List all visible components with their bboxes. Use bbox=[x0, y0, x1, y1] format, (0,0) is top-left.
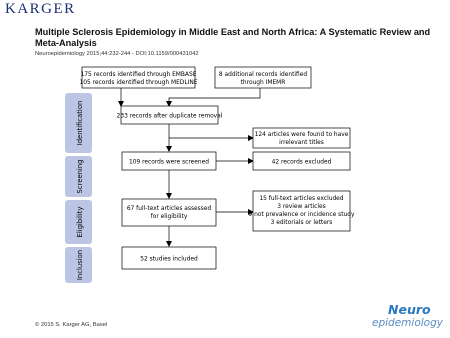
box-included-line-1: 52 studies included bbox=[140, 256, 198, 263]
brand-neuro: Neuro bbox=[388, 302, 431, 317]
box-screened bbox=[122, 152, 216, 170]
slide-title: Multiple Sclerosis Epidemiology in Middle East and North Africa: A Systematic Review and Meta-Analysis bbox=[35, 27, 431, 48]
box-excluded-fulltext-line-4: 3 editorials or letters bbox=[270, 220, 333, 226]
box-embase-line-2: 105 records identified through MEDLINE bbox=[79, 80, 198, 86]
box-imemr bbox=[215, 67, 311, 88]
box-embase-line-1: 175 records identified through EMBASE bbox=[80, 72, 197, 78]
stage-bar-inclusion bbox=[65, 247, 92, 283]
box-excluded-fulltext-line-3: 9 not prevalence or incidence study bbox=[248, 212, 355, 218]
box-excluded-records-line-1: 42 records excluded bbox=[271, 159, 332, 166]
box-excluded-fulltext-line-2: 3 review articles bbox=[277, 204, 326, 210]
box-irrelevant bbox=[253, 128, 350, 148]
box-irrelevant-line-1: 124 articles were found to have bbox=[254, 132, 349, 138]
box-embase-medline bbox=[79, 67, 197, 88]
stage-bar-identification bbox=[65, 93, 92, 153]
karger-logo: KARGER bbox=[5, 1, 76, 17]
box-dedup-line-1: 233 records after duplicate removal bbox=[116, 113, 223, 120]
connector-imemr-dedup bbox=[169, 88, 260, 106]
stage-label-identification: Identification bbox=[76, 100, 84, 146]
box-dedup bbox=[117, 106, 223, 124]
copyright-footer: © 2015 S. Karger AG, Basel bbox=[35, 322, 108, 328]
box-fulltext-line-1: 67 full-text articles assessed bbox=[126, 206, 212, 212]
box-included bbox=[122, 247, 216, 269]
stage-bar-eligibility bbox=[65, 200, 92, 244]
stage-label-screening: Screening bbox=[76, 159, 84, 194]
stage-bar-screening bbox=[65, 156, 92, 197]
box-excluded-fulltext bbox=[249, 191, 355, 231]
stage-label-eligibility: Eligibility bbox=[76, 206, 84, 238]
box-screened-line-1: 109 records were screened bbox=[128, 159, 210, 166]
citation: Neuroepidemiology 2015;44:232-244 - DOI:10.1159/000431042 bbox=[35, 51, 199, 57]
box-excluded-records bbox=[253, 152, 350, 170]
box-fulltext-line-2: for eligibility bbox=[150, 214, 188, 220]
box-imemr-line-2: through IMEMR bbox=[240, 80, 286, 86]
brand-epidemiology: epidemiology bbox=[372, 316, 443, 329]
box-irrelevant-line-2: irrelevant titles bbox=[279, 140, 324, 146]
box-fulltext-assessed bbox=[122, 199, 216, 226]
box-imemr-line-1: 8 additional records identified bbox=[218, 72, 308, 78]
journal-brand-logo bbox=[372, 304, 443, 328]
box-excluded-fulltext-line-1: 15 full-text articles excluded bbox=[259, 196, 344, 202]
stage-label-inclusion: Inclusion bbox=[76, 249, 84, 281]
